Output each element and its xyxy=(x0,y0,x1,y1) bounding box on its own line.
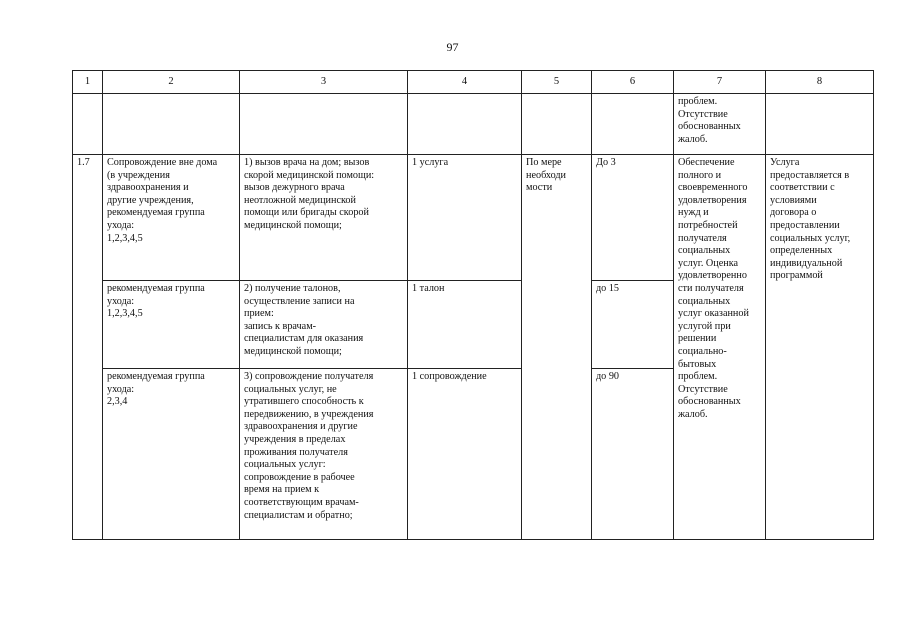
table-row-1-7-a xyxy=(73,155,874,281)
header-col-6: 6 xyxy=(592,71,674,94)
service-name-c: рекомендуемая группа ухода: 2,3,4 xyxy=(103,369,240,540)
periodicity: По мере необходи мости xyxy=(522,155,592,540)
service-name-b: рекомендуемая группа ухода: 1,2,3,4,5 xyxy=(103,281,240,369)
limit-c: до 90 xyxy=(592,369,674,540)
cont-cell-8 xyxy=(766,94,874,155)
row-number: 1.7 xyxy=(73,155,103,540)
quality-indicators: Обеспечение полного и своевременного удовлетворения нужд и потребностей получателя социальных услуг. Оценка удовлетворенно сти получателя социальных услуг оказанной услугой при решении социально- бытовых проблем. Отсутствие обоснованных жалоб. xyxy=(674,155,766,540)
page-number: 97 xyxy=(446,40,459,54)
limit-a: До 3 xyxy=(592,155,674,281)
cont-cell-3 xyxy=(240,94,408,155)
cont-cell-4 xyxy=(408,94,522,155)
header-col-7: 7 xyxy=(674,71,766,94)
service-content-a: 1) вызов врача на дом; вызов скорой медицинской помощи: вызов дежурного врача неотложной медицинской помощи или бригады скорой медицинской помощи; xyxy=(240,155,408,281)
header-row xyxy=(73,71,874,94)
service-content-b: 2) получение талонов, осуществление записи на прием: запись к врачам- специалистам для оказания медицинской помощи; xyxy=(240,281,408,369)
services-table xyxy=(72,70,874,540)
service-name-a: Сопровождение вне дома (в учреждения здравоохранения и другие учреждения, рекомендуемая группа ухода: 1,2,3,4,5 xyxy=(103,155,240,281)
header-col-1: 1 xyxy=(73,71,103,94)
cont-cell-quality: проблем. Отсутствие обоснованных жалоб. xyxy=(674,94,766,155)
unit-a: 1 услуга xyxy=(408,155,522,281)
header-col-5: 5 xyxy=(522,71,592,94)
header-col-4: 4 xyxy=(408,71,522,94)
table-row-continuation xyxy=(73,94,874,155)
cont-cell-6 xyxy=(592,94,674,155)
cont-cell-5 xyxy=(522,94,592,155)
limit-b: до 15 xyxy=(592,281,674,369)
provision-conditions: Услуга предоставляется в соответствии с условиями договора о предоставлении социальных услуг, определенных индивидуальной программой xyxy=(766,155,874,540)
header-col-8: 8 xyxy=(766,71,874,94)
cont-cell-2 xyxy=(103,94,240,155)
header-col-3: 3 xyxy=(240,71,408,94)
header-col-2: 2 xyxy=(103,71,240,94)
unit-b: 1 талон xyxy=(408,281,522,369)
unit-c: 1 сопровождение xyxy=(408,369,522,540)
cont-cell-1 xyxy=(73,94,103,155)
service-content-c: 3) сопровождение получателя социальных услуг, не утратившего способность к передвижению, в учреждения здравоохранения и другие учреждения в пределах проживания получателя социальных услуг: сопровождение в рабочее время на прием к соответствующим врачам- специалистам и обратно; xyxy=(240,369,408,540)
